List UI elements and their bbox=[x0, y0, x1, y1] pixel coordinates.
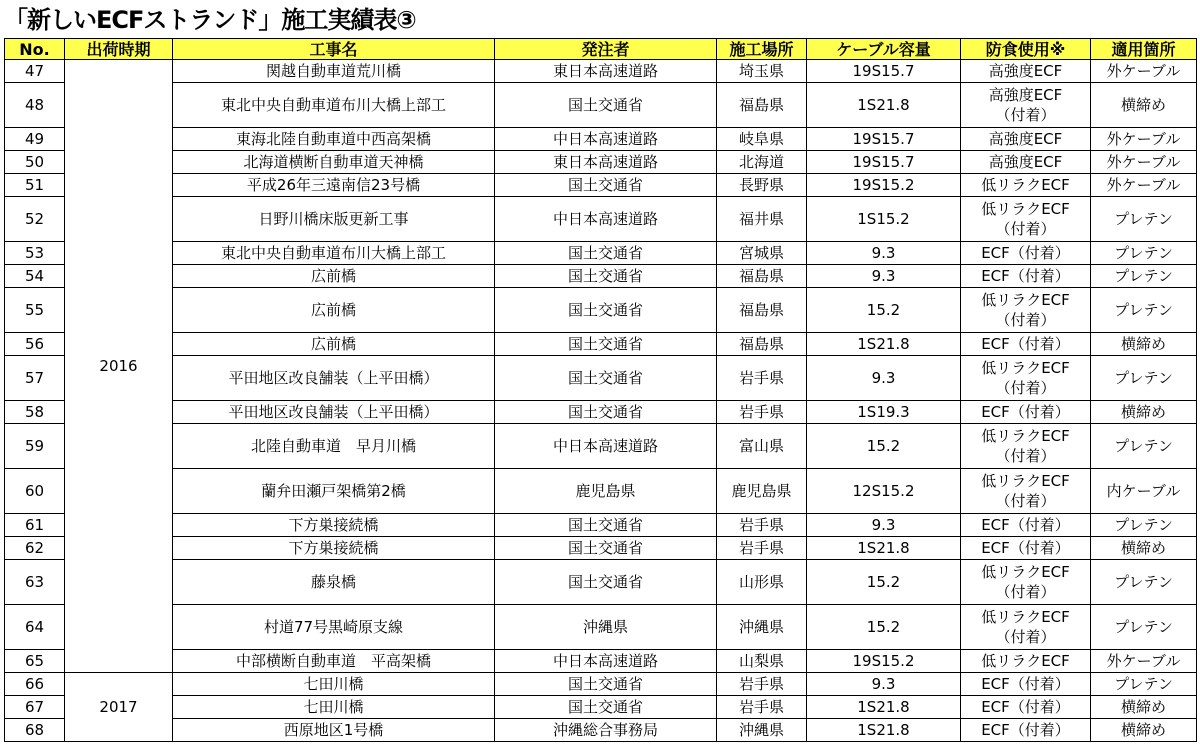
cell-location: 福島県 bbox=[717, 288, 807, 333]
cell-location: 福島県 bbox=[717, 265, 807, 288]
cell-client: 国土交通省 bbox=[495, 83, 717, 128]
cell-name: 西原地区1号橋 bbox=[173, 719, 495, 742]
cell-client: 中日本高速道路 bbox=[495, 424, 717, 469]
cell-corrosion: ECF（付着） bbox=[961, 514, 1091, 537]
cell-corrosion-line: 低リラクECF bbox=[981, 427, 1070, 445]
table-row bbox=[5, 333, 1197, 356]
cell-name: 七田川橋 bbox=[173, 696, 495, 719]
cell-corrosion: ECF（付着） bbox=[961, 333, 1091, 356]
cell-period: 2016 bbox=[65, 60, 173, 673]
cell-no: 59 bbox=[5, 424, 65, 469]
cell-corrosion-line: （付着） bbox=[995, 583, 1056, 601]
cell-location: 長野県 bbox=[717, 174, 807, 197]
cell-application: プレテン bbox=[1091, 605, 1197, 650]
cell-corrosion: 低リラクECF bbox=[961, 650, 1091, 673]
cell-application: プレテン bbox=[1091, 560, 1197, 605]
table-row bbox=[5, 288, 1197, 333]
cell-application: 外ケーブル bbox=[1091, 151, 1197, 174]
cell-name: 村道77号黒崎原支線 bbox=[173, 605, 495, 650]
cell-no: 53 bbox=[5, 242, 65, 265]
cell-corrosion bbox=[961, 560, 1091, 605]
cell-client: 中日本高速道路 bbox=[495, 128, 717, 151]
cell-location: 沖縄県 bbox=[717, 719, 807, 742]
cell-application: プレテン bbox=[1091, 424, 1197, 469]
cell-corrosion bbox=[961, 469, 1091, 514]
table-body bbox=[5, 60, 1197, 742]
table-row bbox=[5, 673, 1197, 696]
cell-name: 中部横断自動車道 平高架橋 bbox=[173, 650, 495, 673]
cell-capacity: 15.2 bbox=[807, 424, 961, 469]
table-row bbox=[5, 401, 1197, 424]
cell-capacity: 1S21.8 bbox=[807, 333, 961, 356]
cell-corrosion bbox=[961, 83, 1091, 128]
header-client: 発注者 bbox=[495, 39, 717, 60]
header-capacity: ケーブル容量 bbox=[807, 39, 961, 60]
cell-application: プレテン bbox=[1091, 288, 1197, 333]
cell-location: 沖縄県 bbox=[717, 605, 807, 650]
cell-application: 横締め bbox=[1091, 83, 1197, 128]
cell-no: 66 bbox=[5, 673, 65, 696]
cell-no: 65 bbox=[5, 650, 65, 673]
cell-capacity: 1S21.8 bbox=[807, 537, 961, 560]
cell-client: 沖縄県 bbox=[495, 605, 717, 650]
cell-name: 広前橋 bbox=[173, 288, 495, 333]
cell-client: 中日本高速道路 bbox=[495, 197, 717, 242]
header-row bbox=[5, 39, 1197, 60]
cell-client: 国土交通省 bbox=[495, 333, 717, 356]
cell-corrosion-line: 低リラクECF bbox=[981, 359, 1070, 377]
cell-no: 47 bbox=[5, 60, 65, 83]
cell-application: プレテン bbox=[1091, 356, 1197, 401]
cell-no: 49 bbox=[5, 128, 65, 151]
cell-corrosion: ECF（付着） bbox=[961, 265, 1091, 288]
cell-location: 岩手県 bbox=[717, 356, 807, 401]
cell-client: 国土交通省 bbox=[495, 514, 717, 537]
cell-location: 岩手県 bbox=[717, 696, 807, 719]
cell-application: 横締め bbox=[1091, 696, 1197, 719]
table-row bbox=[5, 265, 1197, 288]
cell-client: 国土交通省 bbox=[495, 560, 717, 605]
cell-no: 48 bbox=[5, 83, 65, 128]
header-corrosion: 防食使用※ bbox=[961, 39, 1091, 60]
cell-corrosion: ECF（付着） bbox=[961, 537, 1091, 560]
cell-client: 東日本高速道路 bbox=[495, 151, 717, 174]
cell-name: 東北中央自動車道布川大橋上部工 bbox=[173, 83, 495, 128]
cell-client: 沖縄総合事務局 bbox=[495, 719, 717, 742]
cell-corrosion-line: 低リラクECF bbox=[981, 291, 1070, 309]
cell-capacity: 9.3 bbox=[807, 673, 961, 696]
cell-application: 外ケーブル bbox=[1091, 174, 1197, 197]
cell-corrosion: ECF（付着） bbox=[961, 673, 1091, 696]
cell-corrosion-line: 低リラクECF bbox=[981, 200, 1070, 218]
table-row bbox=[5, 83, 1197, 128]
cell-name: 下方巣接続橋 bbox=[173, 514, 495, 537]
cell-corrosion: ECF（付着） bbox=[961, 401, 1091, 424]
header-no: No. bbox=[5, 39, 65, 60]
cell-capacity: 9.3 bbox=[807, 242, 961, 265]
cell-corrosion bbox=[961, 197, 1091, 242]
cell-application: プレテン bbox=[1091, 673, 1197, 696]
cell-corrosion-line: 低リラクECF bbox=[981, 563, 1070, 581]
cell-application: 外ケーブル bbox=[1091, 128, 1197, 151]
cell-client: 国土交通省 bbox=[495, 242, 717, 265]
cell-application: 横締め bbox=[1091, 333, 1197, 356]
table-row bbox=[5, 719, 1197, 742]
cell-location: 岩手県 bbox=[717, 401, 807, 424]
cell-capacity: 15.2 bbox=[807, 560, 961, 605]
cell-corrosion: 高強度ECF bbox=[961, 151, 1091, 174]
cell-location: 宮城県 bbox=[717, 242, 807, 265]
cell-client: 国土交通省 bbox=[495, 174, 717, 197]
cell-capacity: 9.3 bbox=[807, 356, 961, 401]
cell-client: 鹿児島県 bbox=[495, 469, 717, 514]
cell-corrosion bbox=[961, 356, 1091, 401]
cell-location: 富山県 bbox=[717, 424, 807, 469]
cell-no: 52 bbox=[5, 197, 65, 242]
cell-application: プレテン bbox=[1091, 242, 1197, 265]
table-row bbox=[5, 560, 1197, 605]
cell-application: プレテン bbox=[1091, 265, 1197, 288]
cell-period: 2017 bbox=[65, 673, 173, 742]
cell-no: 63 bbox=[5, 560, 65, 605]
cell-capacity: 9.3 bbox=[807, 514, 961, 537]
cell-application: 横締め bbox=[1091, 719, 1197, 742]
table-row bbox=[5, 197, 1197, 242]
cell-location: 岩手県 bbox=[717, 514, 807, 537]
cell-name: 日野川橋床版更新工事 bbox=[173, 197, 495, 242]
table-row bbox=[5, 424, 1197, 469]
cell-name: 藤泉橋 bbox=[173, 560, 495, 605]
cell-location: 福井県 bbox=[717, 197, 807, 242]
cell-no: 60 bbox=[5, 469, 65, 514]
cell-name: 七田川橋 bbox=[173, 673, 495, 696]
cell-location: 岩手県 bbox=[717, 673, 807, 696]
cell-application: 外ケーブル bbox=[1091, 650, 1197, 673]
cell-capacity: 19S15.7 bbox=[807, 151, 961, 174]
cell-corrosion: 高強度ECF bbox=[961, 128, 1091, 151]
cell-client: 東日本高速道路 bbox=[495, 60, 717, 83]
cell-no: 51 bbox=[5, 174, 65, 197]
cell-corrosion: 高強度ECF bbox=[961, 60, 1091, 83]
cell-name: 東北中央自動車道布川大橋上部工 bbox=[173, 242, 495, 265]
cell-corrosion-line: （付着） bbox=[995, 220, 1056, 238]
table-row bbox=[5, 242, 1197, 265]
cell-no: 64 bbox=[5, 605, 65, 650]
header-name: 工事名 bbox=[173, 39, 495, 60]
cell-location: 山梨県 bbox=[717, 650, 807, 673]
cell-capacity: 1S19.3 bbox=[807, 401, 961, 424]
cell-location: 福島県 bbox=[717, 83, 807, 128]
cell-name: 平田地区改良舗装（上平田橋） bbox=[173, 356, 495, 401]
cell-capacity: 1S15.2 bbox=[807, 197, 961, 242]
cell-capacity: 9.3 bbox=[807, 265, 961, 288]
cell-corrosion bbox=[961, 605, 1091, 650]
cell-location: 山形県 bbox=[717, 560, 807, 605]
cell-application: プレテン bbox=[1091, 514, 1197, 537]
cell-client: 国土交通省 bbox=[495, 673, 717, 696]
cell-corrosion-line: （付着） bbox=[995, 311, 1056, 329]
cell-no: 67 bbox=[5, 696, 65, 719]
cell-capacity: 1S21.8 bbox=[807, 719, 961, 742]
cell-name: 平田地区改良舗装（上平田橋） bbox=[173, 401, 495, 424]
cell-name: 東海北陸自動車道中西高架橋 bbox=[173, 128, 495, 151]
cell-corrosion-line: （付着） bbox=[995, 106, 1056, 124]
cell-location: 鹿児島県 bbox=[717, 469, 807, 514]
cell-no: 55 bbox=[5, 288, 65, 333]
cell-application: 横締め bbox=[1091, 401, 1197, 424]
cell-client: 国土交通省 bbox=[495, 537, 717, 560]
cell-location: 岩手県 bbox=[717, 537, 807, 560]
cell-no: 58 bbox=[5, 401, 65, 424]
cell-client: 中日本高速道路 bbox=[495, 650, 717, 673]
cell-location: 北海道 bbox=[717, 151, 807, 174]
cell-location: 福島県 bbox=[717, 333, 807, 356]
cell-application: プレテン bbox=[1091, 197, 1197, 242]
table-row bbox=[5, 537, 1197, 560]
cell-corrosion: 低リラクECF bbox=[961, 174, 1091, 197]
cell-client: 国土交通省 bbox=[495, 288, 717, 333]
cell-capacity: 15.2 bbox=[807, 288, 961, 333]
cell-client: 国土交通省 bbox=[495, 401, 717, 424]
cell-capacity: 1S21.8 bbox=[807, 696, 961, 719]
cell-no: 68 bbox=[5, 719, 65, 742]
page-title: 「新しいECFストランド」施工実績表③ bbox=[4, 6, 416, 34]
cell-corrosion-line: （付着） bbox=[995, 492, 1056, 510]
cell-application: 内ケーブル bbox=[1091, 469, 1197, 514]
cell-corrosion-line: 低リラクECF bbox=[981, 608, 1070, 626]
cell-no: 61 bbox=[5, 514, 65, 537]
cell-name: 北海道横断自動車道天神橋 bbox=[173, 151, 495, 174]
table-row bbox=[5, 151, 1197, 174]
cell-corrosion-line: （付着） bbox=[995, 447, 1056, 465]
cell-corrosion bbox=[961, 288, 1091, 333]
cell-client: 国土交通省 bbox=[495, 265, 717, 288]
cell-no: 57 bbox=[5, 356, 65, 401]
cell-no: 56 bbox=[5, 333, 65, 356]
cell-corrosion: ECF（付着） bbox=[961, 242, 1091, 265]
cell-corrosion-line: 低リラクECF bbox=[981, 472, 1070, 490]
cell-no: 54 bbox=[5, 265, 65, 288]
table-row bbox=[5, 469, 1197, 514]
results-table bbox=[4, 38, 1197, 742]
table-row bbox=[5, 356, 1197, 401]
table-row bbox=[5, 174, 1197, 197]
cell-location: 岐阜県 bbox=[717, 128, 807, 151]
cell-corrosion-line: 高強度ECF bbox=[988, 86, 1063, 104]
cell-application: 横締め bbox=[1091, 537, 1197, 560]
table-row bbox=[5, 60, 1197, 83]
cell-capacity: 19S15.2 bbox=[807, 650, 961, 673]
table-row bbox=[5, 605, 1197, 650]
cell-capacity: 19S15.7 bbox=[807, 128, 961, 151]
cell-corrosion-line: （付着） bbox=[995, 379, 1056, 397]
table-row bbox=[5, 650, 1197, 673]
cell-name: 広前橋 bbox=[173, 333, 495, 356]
cell-capacity: 19S15.2 bbox=[807, 174, 961, 197]
cell-capacity: 12S15.2 bbox=[807, 469, 961, 514]
cell-corrosion: ECF（付着） bbox=[961, 696, 1091, 719]
cell-name: 蘭弁田瀬戸架橋第2橋 bbox=[173, 469, 495, 514]
cell-name: 関越自動車道荒川橋 bbox=[173, 60, 495, 83]
table-row bbox=[5, 128, 1197, 151]
table-row bbox=[5, 514, 1197, 537]
cell-corrosion: ECF（付着） bbox=[961, 719, 1091, 742]
cell-no: 62 bbox=[5, 537, 65, 560]
cell-name: 下方巣接続橋 bbox=[173, 537, 495, 560]
cell-capacity: 15.2 bbox=[807, 605, 961, 650]
cell-capacity: 19S15.7 bbox=[807, 60, 961, 83]
cell-corrosion bbox=[961, 424, 1091, 469]
cell-application: 外ケーブル bbox=[1091, 60, 1197, 83]
cell-client: 国土交通省 bbox=[495, 696, 717, 719]
cell-location: 埼玉県 bbox=[717, 60, 807, 83]
cell-name: 北陸自動車道 早月川橋 bbox=[173, 424, 495, 469]
cell-name: 広前橋 bbox=[173, 265, 495, 288]
header-location: 施工場所 bbox=[717, 39, 807, 60]
cell-name: 平成26年三遠南信23号橋 bbox=[173, 174, 495, 197]
table-row bbox=[5, 696, 1197, 719]
cell-corrosion-line: （付着） bbox=[995, 628, 1056, 646]
cell-capacity: 1S21.8 bbox=[807, 83, 961, 128]
header-period: 出荷時期 bbox=[65, 39, 173, 60]
cell-no: 50 bbox=[5, 151, 65, 174]
header-application: 適用箇所 bbox=[1091, 39, 1197, 60]
cell-client: 国土交通省 bbox=[495, 356, 717, 401]
